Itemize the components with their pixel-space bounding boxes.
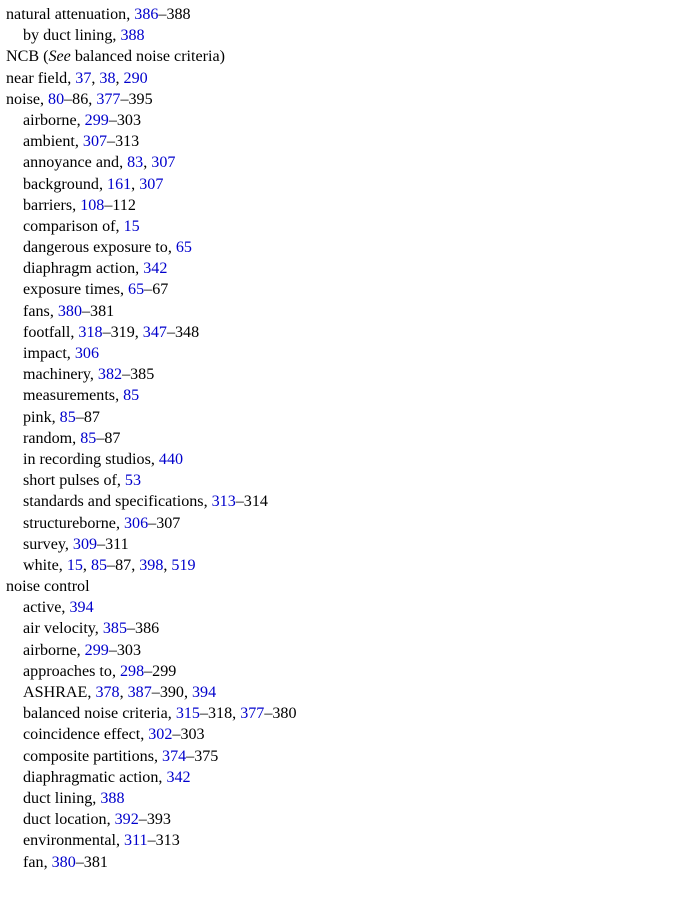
entry-term-text: composite partitions (23, 747, 154, 765)
index-subentry: structureborne, 306–307 (23, 514, 181, 532)
page-link[interactable]: 347 (142, 323, 167, 341)
page-range-end: 386 (135, 620, 160, 638)
page-range-end: 311 (105, 535, 129, 553)
index-subentry: annoyance and, 83, 307 (23, 154, 176, 172)
page-range-end: 319 (110, 323, 135, 341)
entry-term-text: machinery (23, 366, 90, 384)
entry-term (23, 684, 87, 701)
index-subentry: survey, 309–311 (23, 535, 129, 553)
entry-term (23, 599, 61, 616)
page-link[interactable]: 378 (95, 684, 120, 701)
page-range-end: 388 (166, 6, 191, 23)
entry-term-text: near field (6, 69, 68, 87)
entry-term-text: barriers (23, 196, 73, 214)
entry-term-text: exposure times (23, 281, 120, 299)
page-range-end: 318 (208, 705, 233, 723)
page-range-end: 303 (180, 726, 205, 744)
index-subentry: white, 15, 85–87, 398, 519 (23, 556, 196, 574)
page-link[interactable]: 108 (80, 196, 105, 214)
page-link[interactable]: 302 (148, 726, 173, 744)
entry-term-text: airborne (23, 111, 77, 129)
entry-term-text: in recording studios (23, 450, 151, 468)
entry-term-text: random (23, 429, 73, 447)
page-range-end: 67 (152, 281, 169, 299)
page-link[interactable]: 388 (120, 27, 145, 45)
entry-term (23, 726, 140, 743)
entry-term-text: ambient (23, 133, 75, 151)
entry-term (23, 472, 117, 489)
entry-term (23, 536, 65, 553)
page-range-end: 375 (194, 747, 219, 765)
page-link[interactable]: 386 (134, 6, 159, 23)
index-subentry: barriers, 108–112 (23, 196, 136, 214)
index-subentry: ASHRAE, 378, 387–390, 394 (23, 684, 217, 701)
page-link[interactable]: 299 (84, 111, 109, 129)
page-range-end: 112 (112, 196, 136, 214)
index-entry: near field, 37, 38, 290 (6, 69, 148, 87)
page-link[interactable]: 85 (59, 408, 76, 426)
entry-term-text: active (23, 599, 62, 617)
entry-term (23, 493, 204, 510)
index-entry: natural attenuation, 386–388 (6, 6, 191, 23)
see-reference-label: See (48, 48, 71, 66)
index-subentry: background, 161, 307 (23, 175, 164, 193)
index-entry: noise, 80–86, 377–395 (6, 90, 153, 108)
page-range-end: 393 (146, 811, 171, 829)
page-range-end: 87 (115, 556, 132, 574)
page-link[interactable]: 306 (124, 514, 149, 532)
page-link[interactable]: 37 (75, 69, 92, 87)
page-range-end: 299 (152, 662, 177, 680)
page-link[interactable]: 65 (128, 281, 145, 299)
entry-term (23, 366, 90, 383)
page-link[interactable]: 440 (158, 450, 184, 468)
page-link[interactable]: 377 (96, 90, 121, 108)
entry-term (23, 27, 112, 44)
page-range-end: 303 (116, 641, 141, 659)
page-link[interactable]: 298 (119, 662, 145, 680)
page-link[interactable]: 161 (107, 175, 132, 193)
index-subentry: in recording studios, 440 (23, 450, 184, 468)
page-link[interactable]: 318 (78, 323, 103, 341)
entry-term (23, 430, 72, 447)
entry-term (23, 133, 75, 150)
entry-term-text: natural attenuation (6, 6, 127, 23)
entry-term (23, 345, 67, 362)
index-subentry: diaphragm action, 342 (23, 260, 168, 278)
entry-term (23, 409, 52, 426)
page-link[interactable]: 394 (69, 599, 94, 617)
page-link[interactable]: 307 (151, 154, 176, 172)
entry-term-text: approaches to (23, 662, 112, 680)
entry-term (6, 91, 40, 108)
page-range-end: 303 (116, 111, 141, 129)
index-subentry: fans, 380–381 (23, 302, 115, 320)
index-subentry: diaphragmatic action, 342 (23, 768, 191, 786)
index-subentry: impact, 306 (23, 345, 99, 362)
entry-term-text: annoyance and (23, 154, 120, 172)
entry-term (23, 811, 107, 828)
index-subentry: dangerous exposure to, 65 (23, 239, 192, 257)
index-subentry: measurements, 85 (23, 387, 140, 405)
entry-term (23, 790, 92, 807)
index-subentry: balanced noise criteria, 315–318, 377–380 (23, 705, 297, 723)
page-range-end: 380 (272, 705, 297, 723)
entry-term (6, 48, 225, 65)
entry-term (23, 620, 95, 637)
index-subentry: footfall, 318–319, 347–348 (23, 323, 200, 341)
entry-term (23, 176, 99, 193)
entry-term-text: noise control (6, 578, 90, 596)
entry-term-text: structureborne (23, 514, 116, 532)
entry-term (23, 154, 119, 171)
entry-term-text: diaphragm action (23, 260, 136, 278)
page-range-end: 87 (83, 408, 100, 426)
index-subentry: exposure times, 65–67 (23, 281, 169, 299)
entry-term (23, 832, 116, 849)
entry-term-text: survey (23, 535, 65, 553)
index-subentry: pink, 85–87 (23, 408, 100, 426)
entry-term-text: diaphragmatic action (23, 768, 159, 786)
page-link[interactable]: 80 (48, 90, 65, 108)
page-range-end: 313 (155, 832, 180, 850)
page-link[interactable]: 398 (139, 556, 164, 574)
entry-term-text: impact (23, 345, 67, 362)
entry-term-text: balanced noise criteria (23, 705, 168, 723)
entry-term-text: dangerous exposure to (23, 239, 168, 257)
entry-term (23, 769, 158, 786)
page-link[interactable]: 313 (211, 493, 236, 511)
page-range-end: 348 (174, 323, 200, 341)
page-link[interactable]: 83 (127, 154, 144, 172)
entry-term-text: duct lining (23, 789, 93, 807)
entry-term (23, 218, 116, 235)
entry-term-text: white (23, 556, 59, 574)
page-link[interactable]: 382 (97, 366, 123, 384)
index-subentry: standards and specifications, 313–314 (23, 493, 268, 511)
index-subentry: active, 394 (23, 599, 94, 617)
entry-term-text: noise (6, 90, 40, 108)
page-link[interactable]: 374 (162, 747, 187, 765)
entry-term (23, 239, 168, 256)
page-range-end: 381 (90, 302, 115, 320)
entry-term-text: ASHRAE (23, 684, 88, 701)
see-reference-target: balanced noise criteria) (70, 48, 225, 66)
page-link[interactable]: 15 (66, 556, 83, 574)
index-subentry: composite partitions, 374–375 (23, 747, 219, 765)
page-link[interactable]: 290 (123, 69, 148, 87)
page-range-end: 390 (159, 684, 184, 701)
entry-term (23, 515, 116, 532)
index-subentry: ambient, 307–313 (23, 133, 140, 151)
page-link[interactable]: 85 (90, 556, 108, 574)
entry-term-text: background (23, 175, 99, 193)
entry-term-text: fans (23, 302, 50, 320)
page-link[interactable]: 392 (114, 811, 139, 829)
entry-term (6, 70, 67, 87)
page-link[interactable]: 85 (80, 429, 97, 447)
index-subentry: airborne, 299–303 (23, 641, 141, 659)
index-subentry: airborne, 299–303 (23, 111, 141, 129)
entry-term (23, 705, 168, 722)
entry-term-text: coincidence effect (23, 726, 141, 744)
entry-term (23, 642, 77, 659)
index-subentry: approaches to, 298–299 (23, 662, 177, 680)
entry-term (23, 663, 112, 680)
page-range-end: 307 (156, 514, 181, 532)
entry-term (23, 112, 77, 129)
page-link[interactable]: 307 (82, 133, 108, 151)
page-link[interactable]: 380 (57, 302, 82, 320)
index-subentry: by duct lining, 388 (23, 27, 145, 45)
index-subentry: machinery, 382–385 (23, 366, 155, 384)
index-page (6, 4, 686, 873)
entry-term-text: standards and specifications (23, 493, 204, 511)
entry-term (23, 387, 115, 404)
entry-term (23, 854, 44, 871)
index-subentry: random, 85–87 (23, 429, 121, 447)
page-link[interactable]: 15 (123, 217, 140, 235)
entry-term-text: comparison of (23, 217, 116, 235)
index-subentry: duct lining, 388 (23, 789, 125, 807)
index-subentry: comparison of, 15 (23, 217, 140, 235)
entry-term (6, 6, 126, 23)
entry-term-text: short pulses of (23, 472, 117, 490)
index-subentry: fan, 380–381 (23, 853, 108, 871)
entry-term-text: air velocity (23, 620, 95, 638)
entry-term-text: footfall (23, 323, 71, 341)
page-link[interactable]: 394 (192, 684, 217, 701)
index-subentry: duct location, 392–393 (23, 811, 171, 829)
page-link[interactable]: 388 (100, 789, 125, 807)
page-link[interactable]: 387 (127, 684, 152, 701)
page-link[interactable]: 307 (139, 175, 164, 193)
page-link[interactable]: 342 (166, 768, 191, 786)
entry-term (23, 451, 151, 468)
page-link[interactable]: 519 (171, 556, 196, 574)
entry-term-text: fan (23, 853, 44, 871)
entry-term (23, 260, 135, 277)
page-range-end: 87 (104, 429, 121, 447)
entry-term (23, 281, 120, 298)
page-link[interactable]: 53 (124, 472, 142, 490)
page-link[interactable]: 377 (240, 705, 265, 723)
entry-term (23, 197, 72, 214)
page-link[interactable]: 299 (84, 641, 109, 659)
entry-term-text: airborne (23, 641, 77, 659)
index-subentry: environmental, 311–313 (23, 832, 180, 850)
page-range-end: 86 (72, 90, 89, 108)
page-link[interactable]: 311 (124, 832, 148, 850)
entry-term-text: pink (23, 408, 52, 426)
entry-term-text: NCB ( (6, 48, 49, 66)
page-link[interactable]: 309 (72, 535, 98, 553)
page-link[interactable]: 85 (123, 387, 140, 405)
index-entry (6, 576, 686, 597)
entry-term (23, 324, 70, 341)
index-subentry: coincidence effect, 302–303 (23, 726, 205, 744)
page-range-end: 313 (115, 133, 140, 151)
entry-term-text: environmental (23, 832, 116, 850)
page-link[interactable]: 385 (102, 620, 127, 638)
page-link[interactable]: 315 (175, 705, 200, 723)
page-link[interactable]: 342 (143, 260, 168, 278)
page-range-end: 381 (83, 853, 108, 871)
entry-term-text: duct location (23, 811, 107, 829)
page-link[interactable]: 38 (99, 69, 116, 87)
page-range-end: 385 (130, 366, 155, 384)
index-subentry: short pulses of, 53 (23, 472, 142, 490)
page-range-end: 314 (243, 493, 268, 511)
index-entry (6, 46, 686, 67)
entry-term (23, 748, 154, 765)
entry-term-text: measurements (23, 387, 116, 405)
entry-term (23, 303, 50, 320)
entry-term-text: by duct lining (23, 27, 113, 45)
page-link[interactable]: 380 (51, 853, 76, 871)
page-range-end: 395 (128, 90, 153, 108)
page-link[interactable]: 65 (175, 239, 192, 257)
entry-term (6, 578, 90, 595)
index-subentry: air velocity, 385–386 (23, 620, 160, 638)
page-link[interactable]: 306 (74, 345, 99, 362)
entry-term (23, 557, 59, 574)
